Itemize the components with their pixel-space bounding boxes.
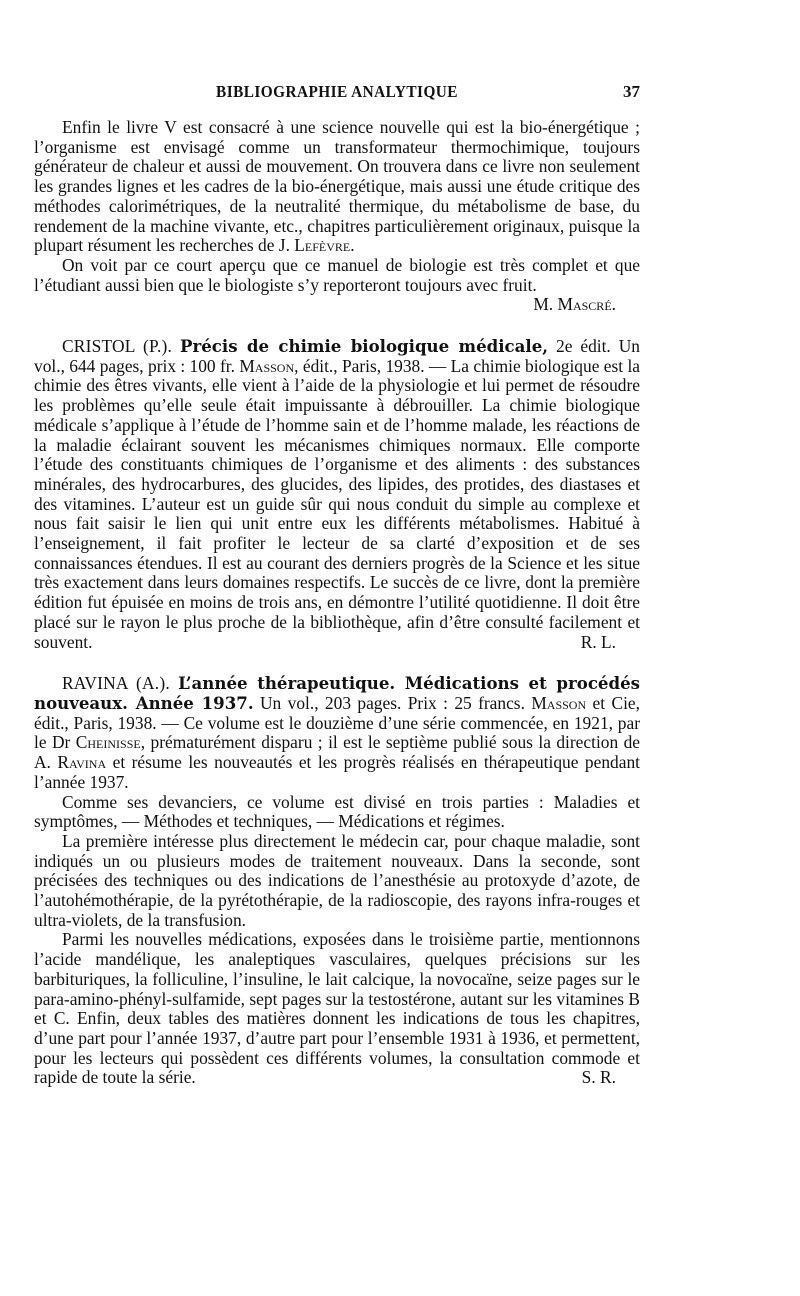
paragraph-text: On voit par ce court aperçu que ce manuel de biologie est très complet et que l’étudiant aussi bien que le biologiste s’y reporteront toujours avec fruit. (34, 254, 640, 295)
paragraph: Comme ses devanciers, ce volume est divisé en trois parties : Maladies et symptômes, — Méthodes et techniques, — Médications et régimes. (34, 791, 640, 832)
reviewer-signature: M. Mascré. (533, 294, 616, 315)
paragraph (34, 674, 640, 792)
review-text: et Cie, édit., Paris, 1938. — Ce volume est le douzième d’une série commencée, en 1921, par le Dr (34, 692, 640, 753)
review-continuation (34, 118, 640, 315)
publisher-name: Masson (531, 692, 587, 713)
author-name: Lefèvre. (294, 235, 355, 256)
body-text (34, 118, 640, 1088)
book-title: L’année thérapeutique. Médications et procédés nouveaux. Année 1937. (34, 673, 640, 713)
review-cristol (34, 337, 640, 652)
review-text: et résume les nouveautés et les progrès réalisés en thérapeutique pendant l’année 1937. (34, 752, 640, 792)
paragraph (34, 930, 640, 1088)
running-head (34, 82, 640, 106)
person-name: Ravina (57, 752, 107, 773)
book-details: Un vol., 203 pages. Prix : 25 francs. (259, 692, 525, 713)
reviewer-signature: S. R. (581, 1067, 616, 1088)
book-author: RAVINA (A.). (62, 673, 170, 694)
page-number: 37 (623, 82, 640, 101)
review-text: édit., Paris, 1938. — La chimie biologique est la chimie des êtres vivants, elle vient à l’aide de la physiologie et lui permet de résoudre les problèmes qu’elle seule était impuissante à débrouiller. La chimie biologique médicale s’applique à l’étude de l’homme sain et de l’homme malade, les réactions de la maladie éclairant souvent les mécanismes chimiques normaux. Elle comporte l’étude des constituants chimiques de l’organisme et des aliments : des substances minérales, des hydrocarbures, des glucides, des lipides, des protides, des diastases et des vitamines. L’auteur est un guide sûr qui nous conduit du simple au complexe et nous fait saisir le lien qui unit entre eux les différents métabolismes. Habitué à l’enseignement, il fait profiter le lecteur de sa clarté d’exposition et de ses connaissances étendues. Il est au courant des derniers progrès de la Science et les situe très exactement dans leurs domaines respectifs. Le succès de ce livre, dont la première édition fut épuisée en moins de trois ans, en démontre l’utilité quotidienne. Il doit être placé sur le rayon le plus proche de la bibliothèque, afin d’être consulté facilement et souvent. (34, 355, 640, 652)
paragraph (34, 337, 640, 652)
running-head-title: BIBLIOGRAPHIE ANALYTIQUE (216, 82, 458, 101)
book-details: Un vol., 644 pages, prix : 100 fr. (34, 336, 640, 376)
paragraph (34, 118, 640, 256)
publisher-name: Masson, (239, 355, 299, 376)
paragraph-text: Parmi les nouvelles médications, exposées dans le troisième partie, mentionnons l’acide mandélique, les analeptiques vasculaires, quelques précisions sur les barbituriques, la folliculine, l’insuline, le lait calcique, la novocaïne, seize pages sur le para-amino-phényl-sulfamide, sept pages sur la testostérone, autant sur les vitamines B et C. Enfin, deux tables des matières donnent les indications de tous les chapitres, d’une part pour l’année 1937, d’autre part pour l’ensemble 1931 à 1936, et permettent, pour les lecteurs qui possèdent ces différents volumes, la consultation commode et rapide de toute la série. (34, 929, 640, 1088)
paragraph-text: Enfin le livre V est consacré à une science nouvelle qui est la bio-énergétique ; l’organisme est envisagé comme un transformateur thermochimique, toujours générateur de chaleur et aussi de mouvement. On trouvera dans ce livre non seulement les grandes lignes et les cadres de la bio-énergétique, mais aussi une étude critique des méthodes calorimétriques, de la neutralité thermique, du métabolisme de base, du rendement de la machine vivante, etc., chapitres particulièrement originaux, puisque la plupart résument les recherches de J. (34, 117, 640, 256)
reviewer-signature: R. L. (580, 631, 616, 652)
review-text: prématurément disparu ; il est le septième publié sous la direction de A. (34, 732, 641, 773)
review-ravina (34, 674, 640, 1088)
paragraph (34, 254, 640, 315)
paragraph: La première intéresse plus directement le médecin car, pour chaque maladie, sont indiqués un ou plusieurs modes de traitement nouveaux. Dans la seconde, sont précisées des techniques ou des indications de l’anesthésie au protoxyde d’azote, de l’autohémothérapie, de la pyrétothérapie, de la radioscopie, des rayons infra-rouges et ultra-violets, de la transfusion. (34, 830, 640, 930)
book-author: CRISTOL (P.). (62, 336, 173, 357)
book-title: Précis de chimie biologique médicale, (180, 336, 549, 357)
book-edition: 2e édit. (556, 336, 611, 357)
person-name: Cheinisse, (75, 732, 146, 753)
